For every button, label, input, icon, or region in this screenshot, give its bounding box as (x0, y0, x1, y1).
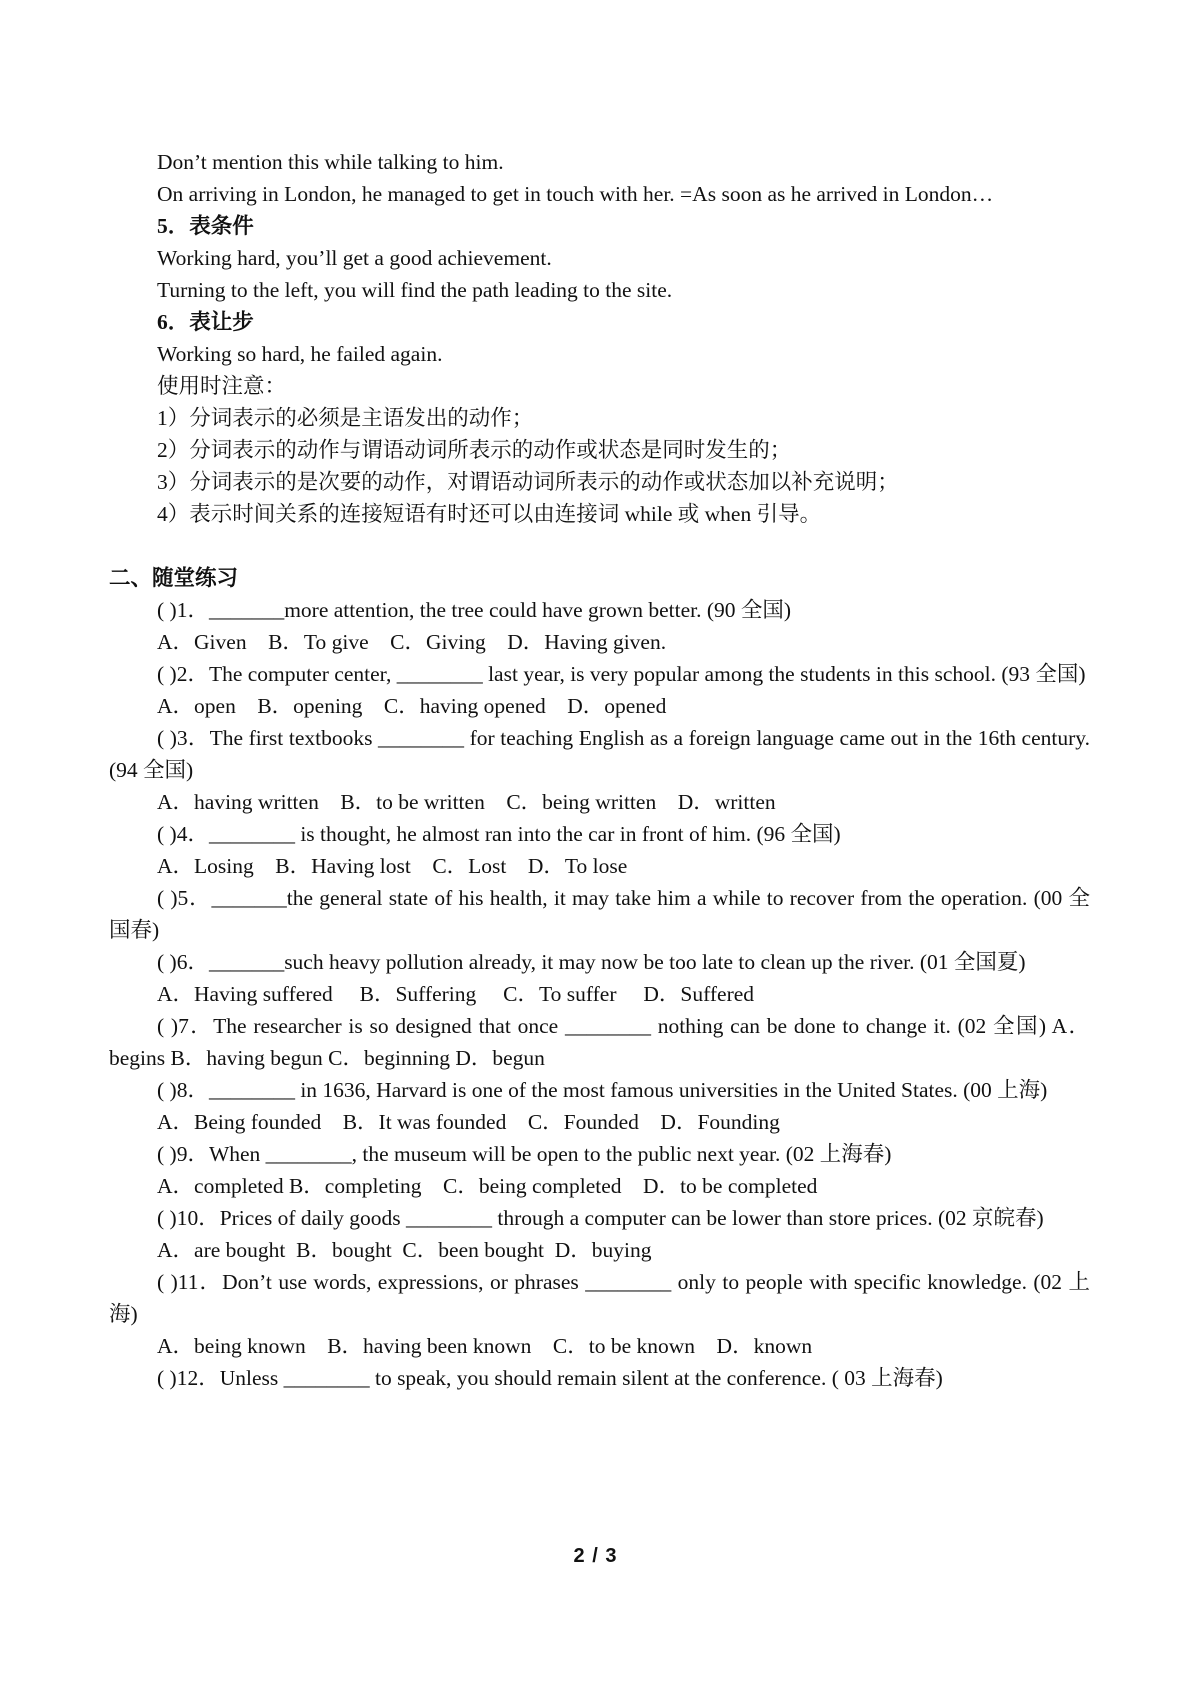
note-item-3: 3）分词表示的是次要的动作，对谓语动词所表示的动作或状态加以补充说明； (157, 470, 899, 494)
question-2: ( )2．The computer center, ________ last year, is very popular among the students in this school. (93 全国) (157, 662, 1086, 686)
question-1: ( )1．_______more attention, the tree could have grown better. (90 全国) (157, 598, 792, 622)
question-4-options: A．Losing B．Having lost C．Lost D．To lose (157, 854, 628, 878)
question-9-options: A．completed B．completing C．being completed D．to be completed (157, 1174, 818, 1198)
question-9: ( )9．When ________, the museum will be open to the public next year. (02 上海春) (157, 1142, 892, 1166)
notes-title: 使用时注意： (157, 374, 287, 398)
note-item-2: 2）分词表示的动作与谓语动词所表示的动作或状态是同时发生的； (157, 438, 792, 462)
question-6-options: A．Having suffered B．Suffering C．To suffer D．Suffered (157, 982, 755, 1006)
concession-example-1: Working so hard, he failed again. (157, 342, 443, 366)
note-item-4: 4）表示时间关系的连接短语有时还可以由连接词 while 或 when 引导。 (157, 502, 822, 526)
question-6: ( )6．_______such heavy pollution already, it may now be too late to clean up the river. (01 全国夏) (157, 950, 1026, 974)
question-1-options: A．Given B．To give C．Giving D．Having given. (157, 630, 667, 654)
question-3-options: A．having written B．to be written C．being written D．written (157, 790, 776, 814)
question-10: ( )10．Prices of daily goods ________ through a computer can be lower than store prices. (02 京皖春) (157, 1206, 1044, 1230)
section-heading-concession: 6．表让步 (157, 310, 254, 334)
question-12: ( )12．Unless ________ to speak, you should remain silent at the conference. ( 03 上海春) (157, 1366, 943, 1390)
intro-line-1: Don’t mention this while talking to him. (157, 150, 504, 174)
question-4: ( )4．________ is thought, he almost ran into the car in front of him. (96 全国) (157, 822, 841, 846)
question-8: ( )8．________ in 1636, Harvard is one of the most famous universities in the United States. (00 上海) (157, 1078, 1048, 1102)
page-number: 2 / 3 (573, 1545, 618, 1567)
question-11: ( )11．Don’t use words, expressions, or phrases ________ only to people with specific knowledge. (02 上海) (109, 1270, 1090, 1326)
question-5: ( )5．_______the general state of his health, it may take him a while to recover from the operation. (00 全国春) (109, 886, 1090, 942)
section-heading-condition: 5．表条件 (157, 214, 254, 238)
question-11-options: A．being known B．having been known C．to be known D．known (157, 1334, 813, 1358)
note-item-1: 1）分词表示的必须是主语发出的动作； (157, 406, 534, 430)
question-10-options: A．are bought B．bought C．been bought D．buying (157, 1238, 652, 1262)
question-3: ( )3．The first textbooks ________ for teaching English as a foreign language came out in the 16th century. (94 全国) (109, 726, 1090, 782)
question-2-options: A．open B．opening C．having opened D．opened (157, 694, 667, 718)
condition-example-1: Working hard, you’ll get a good achievement. (157, 246, 552, 270)
question-7: ( )7．The researcher is so designed that once ________ nothing can be done to change it. (02 全国) A．begins B．having begun C．beginning D．begun (109, 1014, 1090, 1070)
intro-line-2: On arriving in London, he managed to get in touch with her. =As soon as he arrived in London… (157, 182, 994, 206)
exercise-section-title: 二、随堂练习 (109, 566, 239, 590)
question-8-options: A．Being founded B．It was founded C．Founded D．Founding (157, 1110, 780, 1134)
condition-example-2: Turning to the left, you will find the path leading to the site. (157, 278, 673, 302)
document-body (109, 146, 1090, 1394)
